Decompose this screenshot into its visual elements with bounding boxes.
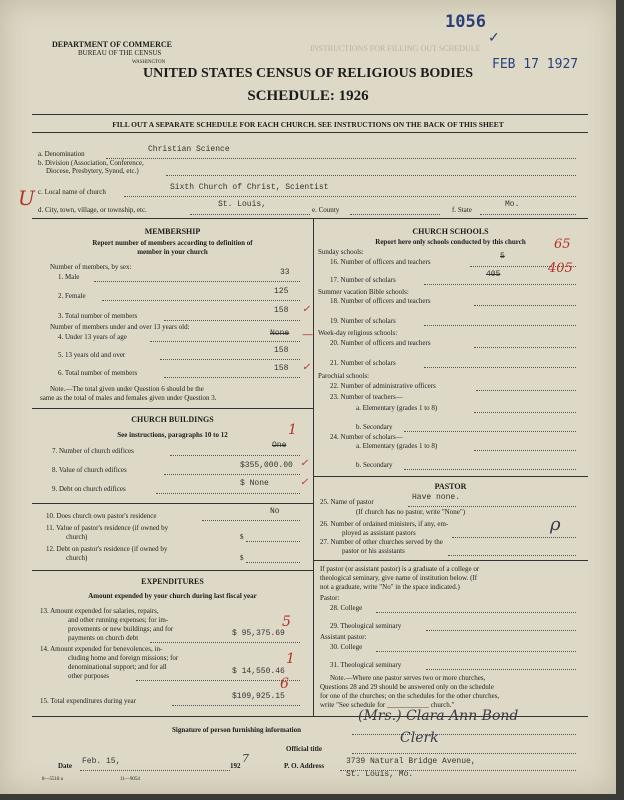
- q15-label: 15. Total expenditures during year: [40, 697, 136, 705]
- q9-label: 9. Debt on church edifices: [52, 485, 126, 493]
- q10-label: 10. Does church own pastor's residence: [46, 512, 157, 520]
- q16-value: 5: [500, 252, 505, 261]
- received-date-stamp: FEB 17 1927: [492, 57, 579, 72]
- q27-line-2: pastor or his assistants: [342, 547, 405, 555]
- q10-line: [202, 520, 300, 521]
- q24b-line: [404, 469, 576, 470]
- q13-line-4: payments on church debt: [68, 634, 139, 642]
- q13-value: $ 95,375.69: [232, 629, 285, 638]
- q25-subtitle: (If church has no pastor, write "None"): [356, 508, 466, 516]
- schools-subtitle: Report here only schools conducted by this church: [375, 238, 526, 246]
- pastor-note-3: for one of the churches; on the schedules for the other churches,: [320, 692, 500, 700]
- date-line: [80, 770, 230, 771]
- q13-line: [150, 642, 300, 643]
- q8-label: 8. Value of church edifices: [52, 466, 127, 474]
- pastor-sublabel: Pastor:: [320, 594, 340, 602]
- q31-label: 31. Theological seminary: [330, 661, 402, 669]
- q3-check: ✓: [302, 304, 311, 315]
- division-line: [166, 175, 576, 176]
- q27-line: [448, 555, 576, 556]
- rule: [313, 476, 588, 477]
- state-value: Mo.: [505, 200, 520, 209]
- bureau-name: BUREAU OF THE CENSUS: [78, 49, 162, 57]
- q9-check: ✓: [300, 477, 309, 488]
- q14-line-2: cluding home and foreign missions; for: [68, 654, 179, 662]
- q1-value: 33: [280, 268, 290, 277]
- q14-value: $ 14,550.46: [232, 667, 285, 676]
- state-line: [480, 214, 576, 215]
- stamp-tick-mark: ✓: [488, 31, 500, 46]
- age-label: Number of members under and over 13 years old:: [50, 323, 190, 331]
- q18-label: 18. Number of officers and teachers: [330, 297, 431, 305]
- q28-label: 28. College: [330, 604, 363, 612]
- by-sex-label: Number of members, by sex:: [50, 263, 132, 271]
- q25-label: 25. Name of pastor: [320, 498, 374, 506]
- q5-line: [160, 359, 300, 360]
- q12-line: [246, 562, 300, 563]
- q22-line: [476, 390, 576, 391]
- q9-line: [156, 493, 300, 494]
- division-label: b. Division (Association, Conference,: [38, 159, 144, 167]
- q13-line-1: 13. Amount expended for salaries, repairs,: [40, 607, 159, 615]
- q17-line: [424, 284, 576, 285]
- q3-value: 158: [274, 306, 289, 315]
- q25-value: Have none.: [412, 493, 461, 502]
- q8-line: [164, 474, 300, 475]
- q20-label: 20. Number of officers and teachers: [330, 339, 431, 347]
- signature-line: [352, 734, 576, 735]
- form-number: 8—5518 a: [42, 777, 63, 782]
- education-note-1: If pastor (or assistant pastor) is a graduate of a college or: [320, 565, 480, 573]
- q4-value: None: [270, 329, 290, 338]
- instruction-banner: FILL OUT A SEPARATE SCHEDULE FOR EACH CHURCH. SEE INSTRUCTIONS ON THE BACK OF THIS SHEET: [112, 120, 504, 129]
- rule: [32, 408, 313, 409]
- q14-red-digit: 1: [286, 651, 295, 667]
- q10-value: No: [270, 507, 280, 516]
- q3-line: [164, 320, 300, 321]
- q29-line: [426, 630, 576, 631]
- q7-line: [170, 455, 300, 456]
- q26-line: [452, 537, 576, 538]
- po-address-line-2: St. Louis, Mo.: [346, 770, 414, 779]
- buildings-heading: CHURCH BUILDINGS: [131, 415, 214, 424]
- q29-label: 29. Theological seminary: [330, 622, 402, 630]
- q2-label: 2. Female: [58, 292, 86, 300]
- q26-line-2: ployed as assistant pastors: [342, 529, 416, 537]
- county-label: e. County: [312, 206, 340, 214]
- q6-value: 158: [274, 364, 289, 373]
- q7-label: 7. Number of church edifices: [52, 447, 134, 455]
- q15-line: [172, 705, 300, 706]
- state-label: f. State: [452, 206, 472, 214]
- q11-label: 11. Value of pastor's residence (if owned by: [46, 524, 169, 532]
- local-name-value: Sixth Church of Christ, Scientist: [170, 183, 329, 192]
- q4-line: [150, 341, 300, 342]
- q31-line: [426, 669, 576, 670]
- q7-value: One: [272, 441, 287, 450]
- q19-line: [424, 325, 576, 326]
- rule: [32, 114, 588, 115]
- membership-subtitle-1: Report number of members according to definition of: [92, 239, 253, 247]
- official-title-value: Clerk: [400, 730, 439, 746]
- q15-red-digit: 6: [280, 676, 289, 692]
- q15-value: $109,925.15: [232, 692, 285, 701]
- bureau-city: WASHINGTON: [132, 60, 166, 65]
- q14-line-1: 14. Amount expended for benevolences, in-: [40, 645, 163, 653]
- weekday-schools-label: Week-day religious schools:: [318, 329, 398, 337]
- education-note-2: theological seminary, give name of institution below. (If: [320, 574, 478, 582]
- denomination-value: Christian Science: [148, 145, 230, 154]
- q12-label-2: church): [66, 554, 88, 562]
- date-value: Feb. 15,: [82, 757, 121, 766]
- q24a-line: [474, 450, 576, 451]
- schedule-number-stamp: 1056: [445, 12, 486, 32]
- q1-label: 1. Male: [58, 273, 80, 281]
- bleed-through-text: INSTRUCTIONS FOR FILLING OUT SCHEDULE: [310, 44, 481, 53]
- summer-schools-label: Summer vacation Bible schools:: [318, 288, 409, 296]
- q6-check: ✓: [302, 362, 311, 373]
- q19-label: 19. Number of scholars: [330, 317, 396, 325]
- pencil-mark: ρ: [550, 514, 561, 535]
- q22-label: 22. Number of administrative officers: [330, 382, 436, 390]
- pastor-note-2: Questions 28 and 29 should be answered only on the schedule: [320, 683, 494, 691]
- q5-value: 158: [274, 346, 289, 355]
- q8-check: ✓: [300, 458, 309, 469]
- q20-line: [474, 347, 576, 348]
- q6-line: [164, 377, 300, 378]
- education-note-3: not a graduate, write "No" in the space indicated.): [320, 583, 460, 591]
- q23-label: 23. Number of teachers—: [330, 393, 403, 401]
- official-title-line: [352, 753, 576, 754]
- q12-label: 12. Debt on pastor's residence (if owned by: [46, 545, 168, 553]
- county-line: [350, 214, 440, 215]
- q13-line-2: and other running expenses; for im-: [68, 616, 169, 624]
- rule: [32, 570, 313, 571]
- local-name-line: [124, 196, 576, 197]
- department-name: DEPARTMENT OF COMMERCE: [52, 40, 173, 49]
- membership-note-1: Note.—The total given under Question 6 should be the: [50, 385, 204, 393]
- expenditures-subtitle: Amount expended by your church during last fiscal year: [88, 592, 257, 600]
- pastor-heading: PASTOR: [434, 482, 467, 491]
- rule: [32, 132, 588, 133]
- q23a-label: a. Elementary (grades 1 to 8): [356, 404, 438, 412]
- q4-mark: —: [302, 328, 313, 341]
- q2-line: [102, 300, 300, 301]
- q11-line: [246, 541, 300, 542]
- division-label-2: Diocese, Presbytery, Synod, etc.): [46, 167, 139, 175]
- membership-subtitle-2: member in your church: [137, 248, 208, 256]
- parochial-schools-label: Parochial schools:: [318, 372, 370, 380]
- schedule-title: SCHEDULE: 1926: [247, 88, 369, 104]
- q13-red-digit: 5: [282, 614, 291, 630]
- print-number: 11—9054: [120, 777, 140, 782]
- date-label: Date: [58, 762, 72, 770]
- rule: [313, 560, 588, 561]
- rule: [32, 218, 588, 219]
- q17-red-number: 405: [548, 261, 573, 276]
- q30-label: 30. College: [330, 643, 363, 651]
- signature-value: (Mrs.) Clara Ann Bond: [358, 708, 519, 724]
- q28-line: [376, 612, 576, 613]
- q16-label: 16. Number of officers and teachers: [330, 258, 431, 266]
- pastor-note-1: Note.—Where one pastor serves two or more churches,: [330, 674, 486, 682]
- q21-label: 21. Number of scholars: [330, 359, 396, 367]
- year-suffix: 7: [242, 752, 249, 765]
- q14-line: [136, 680, 300, 681]
- q11-value: $: [240, 533, 244, 541]
- schools-heading: CHURCH SCHOOLS: [412, 227, 489, 236]
- q1-line: [94, 281, 300, 282]
- local-name-label: c. Local name of church: [38, 188, 106, 196]
- q2-value: 125: [274, 287, 289, 296]
- q24a-label: a. Elementary (grades 1 to 8): [356, 442, 438, 450]
- sunday-schools-label: Sunday schools:: [318, 248, 364, 256]
- denomination-label: a. Denomination: [38, 150, 85, 158]
- q4-label: 4. Under 13 years of age: [58, 333, 127, 341]
- city-label: d. City, town, village, or township, etc.: [38, 206, 147, 214]
- membership-heading: MEMBERSHIP: [144, 227, 201, 236]
- buildings-subtitle: See instructions, paragraphs 10 to 12: [117, 431, 228, 439]
- expenditures-heading: EXPENDITURES: [141, 577, 204, 586]
- q23a-line: [474, 412, 576, 413]
- assistant-pastor-sublabel: Assistant pastor:: [320, 633, 367, 641]
- denomination-line: [106, 158, 576, 159]
- q17-label: 17. Number of scholars: [330, 276, 396, 284]
- column-divider: [313, 218, 314, 716]
- q14-line-4: other purposes: [68, 672, 110, 680]
- rule: [32, 503, 313, 504]
- po-address-line-1: 3739 Natural Bridge Avenue,: [346, 757, 476, 766]
- margin-mark: U: [18, 186, 35, 210]
- q11-label-2: church): [66, 533, 88, 541]
- q7-red-number: 1: [288, 422, 297, 438]
- q23b-label: b. Secondary: [356, 423, 393, 431]
- q17-value: 405: [486, 270, 501, 279]
- q9-value: $ None: [240, 479, 269, 488]
- pastor-note-4: write "See schedule for ____________ church.": [320, 701, 455, 709]
- q24-label: 24. Number of scholars—: [330, 433, 403, 441]
- q21-line: [424, 367, 576, 368]
- q25-line: [408, 506, 576, 507]
- q5-label: 5. 13 years old and over: [58, 351, 126, 359]
- signature-label: Signature of person furnishing information: [172, 726, 301, 734]
- q12-value: $: [240, 554, 244, 562]
- q6-label: 6. Total number of members: [58, 369, 138, 377]
- q30-line: [376, 651, 576, 652]
- q18-line: [474, 305, 576, 306]
- membership-note-2: same as the total of males and females given under Question 3.: [40, 394, 217, 402]
- q3-label: 3. Total number of members: [58, 312, 138, 320]
- q16-red-number: 65: [554, 237, 571, 252]
- q13-line-3: provements or new buildings; and for: [68, 625, 174, 633]
- q8-value: $355,000.00: [240, 461, 293, 470]
- year-prefix: 192: [230, 762, 241, 770]
- official-title-label: Official title: [286, 745, 322, 753]
- form-title: UNITED STATES CENSUS OF RELIGIOUS BODIES: [142, 66, 473, 81]
- q26-line-1: 26. Number of ordained ministers, if any, em-: [320, 520, 449, 528]
- q27-line-1: 27. Number of other churches served by the: [320, 538, 443, 546]
- city-line: [190, 214, 310, 215]
- q23b-line: [404, 431, 576, 432]
- q24b-label: b. Secondary: [356, 461, 393, 469]
- q14-line-3: denominational support; and for all: [68, 663, 167, 671]
- po-address-label: P. O. Address: [284, 762, 325, 770]
- city-value: St. Louis,: [218, 200, 267, 209]
